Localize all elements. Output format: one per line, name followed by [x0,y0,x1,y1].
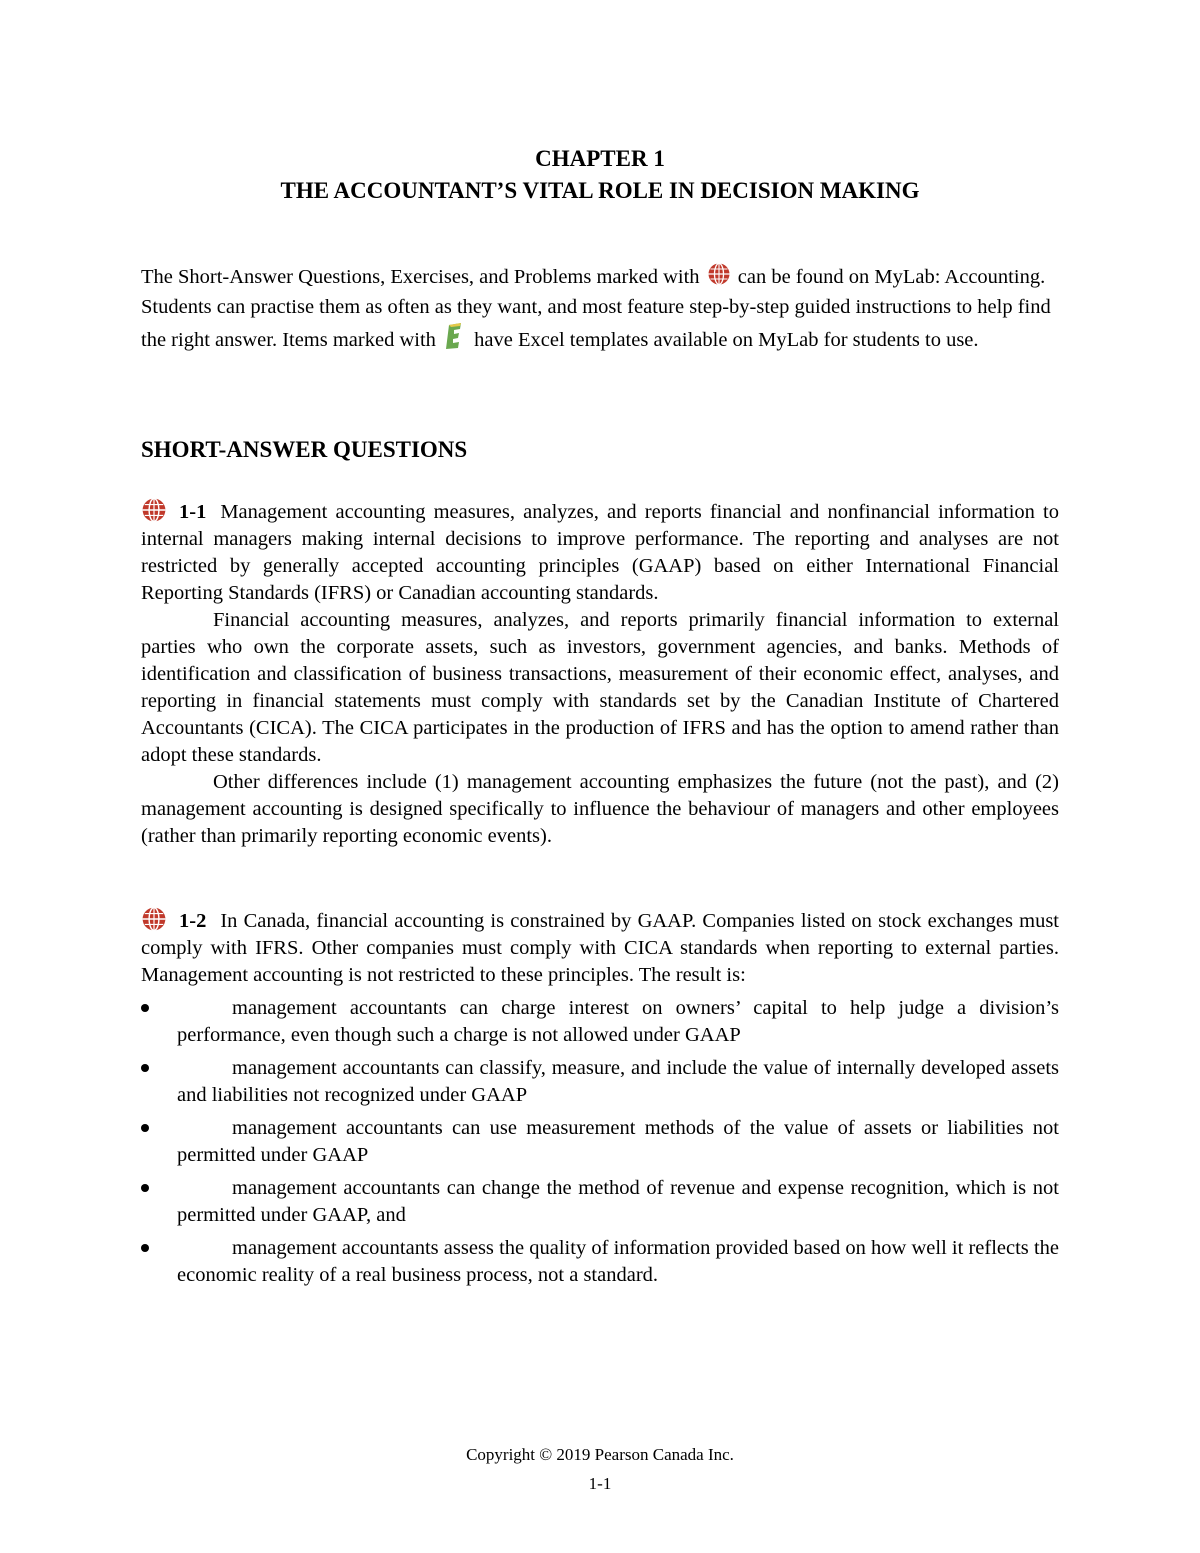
bullet-text: management accountants can use measurement methods of the value of assets or liabilities not permitted under GAAP [177,1117,1059,1166]
question-paragraph: Other differences include (1) management accounting emphasizes the future (not the past), and (2) management accounting is designed specifically to influence the behaviour of managers and other employees (rather than primarily reporting economic events). [141,771,1059,847]
question-1-1 [141,497,1059,850]
list-item [141,1175,1059,1229]
question-paragraph: In Canada, financial accounting is constrained by GAAP. Companies listed on stock exchanges must comply with IFRS. Other companies must comply with CICA standards when reporting to external parties. Management accounting is not restricted to these principles. The result is: [141,910,1059,986]
globe-icon [141,497,167,523]
bullet-dot [141,1244,149,1252]
list-item [141,1235,1059,1289]
bullet-text: management accountants can change the method of revenue and expense recognition, which is not permitted under GAAP, and [177,1177,1059,1226]
list-item [141,995,1059,1049]
question-number: 1-2 [179,910,207,932]
bullet-text: management accountants can charge interest on owners’ capital to help judge a division’s performance, even though such a charge is not allowed under GAAP [177,997,1059,1046]
question-paragraph: Management accounting measures, analyzes, and reports financial and nonfinancial information to internal managers making internal decisions to improve performance. The reporting and analyses are not restricted by generally accepted accounting principles (GAAP) based on either International Financial Reporting Standards (IFRS) or Canadian accounting standards. [141,501,1059,604]
chapter-header [141,143,1059,207]
section-heading: SHORT-ANSWER QUESTIONS [141,437,468,462]
bullet-text: management accountants assess the quality of information provided based on how well it reflects the economic reality of a real business process, not a standard. [177,1237,1059,1286]
page-number: 1-1 [588,1474,612,1493]
copyright-notice: Copyright © 2019 Pearson Canada Inc. [466,1445,734,1464]
bullet-dot [141,1064,149,1072]
bullet-dot [141,1184,149,1192]
question-number: 1-1 [179,501,207,523]
list-item [141,1055,1059,1109]
intro-text-1: The Short-Answer Questions, Exercises, and Problems marked with [141,266,700,288]
chapter-label: CHAPTER 1 [535,146,665,171]
intro-text-2: can be found on MyLab: Accounting. Students can practise them as often as they want, and most feature step-by-step guided instructions to help find the right answer. Items marked with [141,266,1051,351]
list-item [141,1115,1059,1169]
bullet-dot [141,1124,149,1132]
question-paragraph: Financial accounting measures, analyzes, and reports primarily financial information to external parties who own the corporate assets, such as investors, government agencies, and banks. Methods of identification and classification of business transactions, measurement of their economic effect, analyses, and reporting in financial statements must comply with standards set by the Canadian Institute of Chartered Accountants (CICA). The CICA participates in the production of IFRS and has the option to amend rather than adopt these standards. [141,609,1059,766]
intro-paragraph [141,262,1059,356]
chapter-title: THE ACCOUNTANT’S VITAL ROLE IN DECISION MAKING [280,178,920,203]
intro-text-3: have Excel templates available on MyLab for students to use. [474,329,979,351]
question-1-2 [141,906,1059,1295]
bullet-dot [141,1004,149,1012]
excel-icon [443,322,467,350]
bullet-list [141,995,1059,1289]
globe-icon [141,906,167,932]
globe-icon [707,262,731,286]
bullet-text: management accountants can classify, measure, and include the value of internally developed assets and liabilities not recognized under GAAP [177,1057,1059,1106]
